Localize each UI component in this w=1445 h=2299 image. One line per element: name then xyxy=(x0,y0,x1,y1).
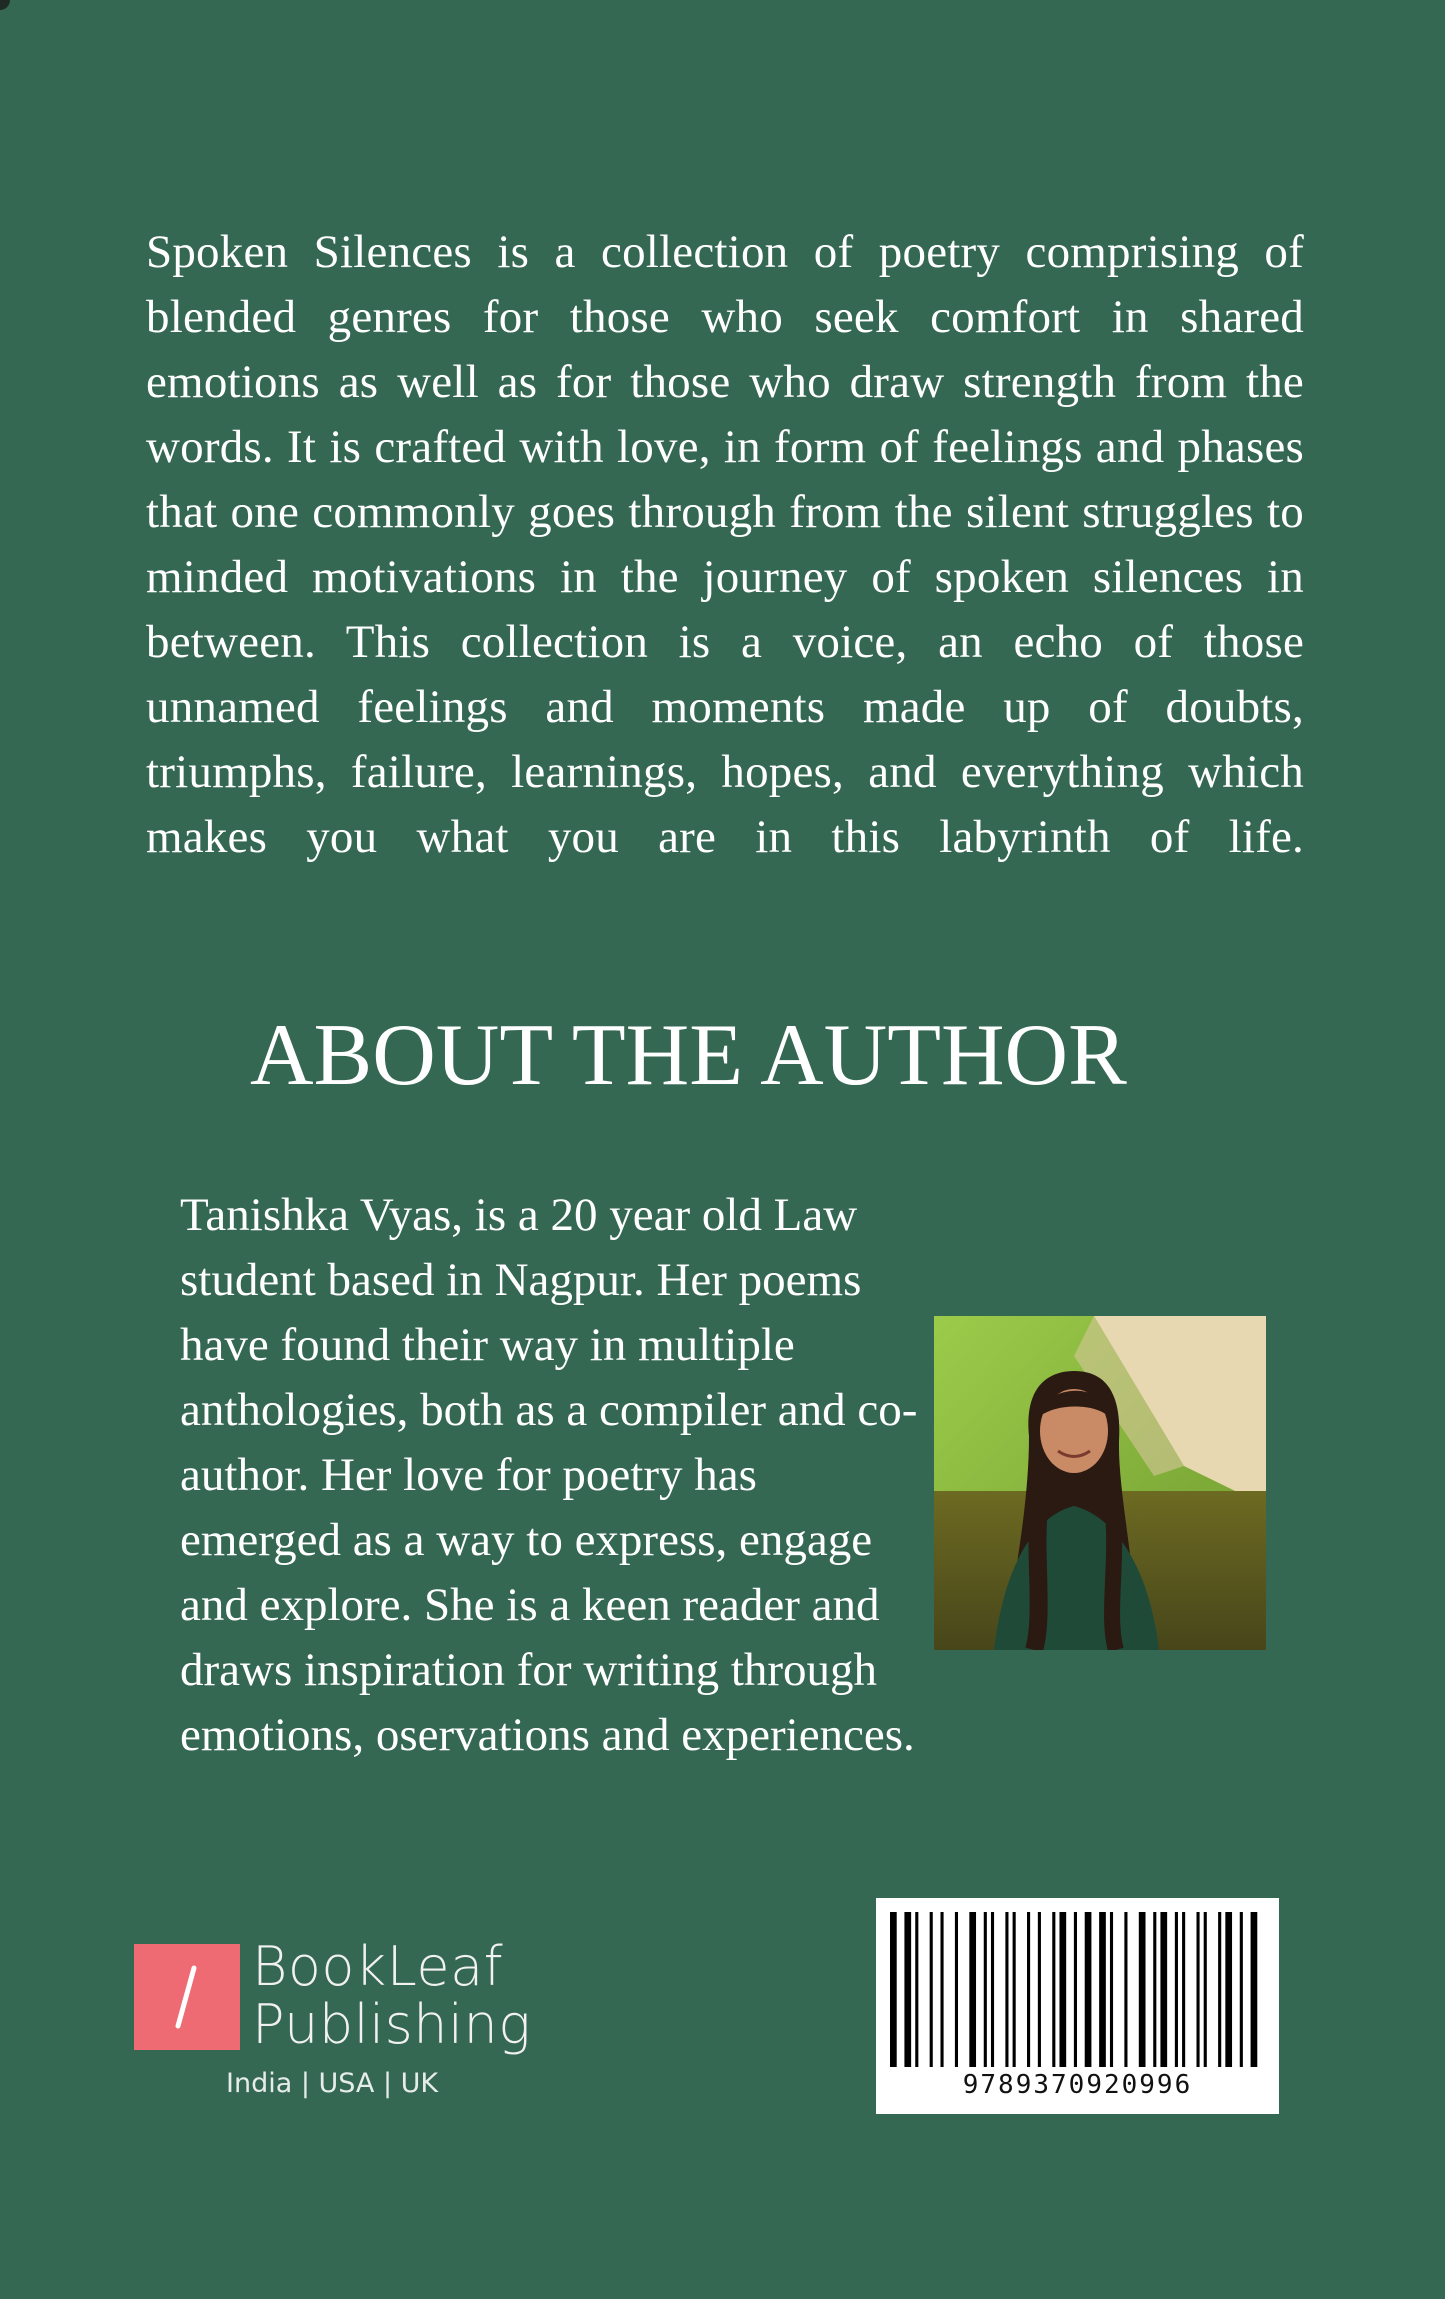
publisher-name-line1: BookLeaf xyxy=(252,1935,504,1998)
about-author-heading: ABOUT THE AUTHOR xyxy=(250,1007,1127,1104)
barcode-bar xyxy=(904,1912,911,2067)
publisher-regions: India | USA | UK xyxy=(226,2068,439,2099)
author-photo xyxy=(934,1316,1266,1650)
publisher-name xyxy=(252,1935,532,2056)
barcode-bar xyxy=(1099,1912,1106,2067)
barcode-bar xyxy=(1110,1912,1113,2067)
author-bio: Tanishka Vyas, is a 20 year old Law student based in Nagpur. Her poems have found their way in multiple anthologies, both as a compiler and co-author. Her love for poetry has emerged as a way to express, engage and explore. She is a keen reader and draws inspiration for writing through emotions, oservations and experiences. xyxy=(180,1189,918,1761)
barcode-bar xyxy=(969,1912,976,2067)
barcode-bar xyxy=(991,1912,994,2067)
barcode-bar xyxy=(1013,1912,1016,2067)
barcode-bar xyxy=(1182,1912,1185,2067)
publisher-name-line2: Publishing xyxy=(252,1993,532,2056)
barcode-bar xyxy=(955,1912,958,2067)
book-blurb: Spoken Silences is a collection of poetry comprising of blended genres for those who seek comfort in shared emotions as well as for those who draw strength from the words. It is crafted with love, in form of feelings and phases that one commonly goes through from the silent struggles to minded motivations in the journey of spoken silences in between. This collection is a voice, an echo of those unnamed feelings and moments made up of doubts, triumphs, failure, learnings, hopes, and everything which makes you what you are in this labyrinth of life. xyxy=(146,226,1304,863)
barcode-bar xyxy=(1059,1912,1066,2067)
barcode-bar xyxy=(1196,1912,1199,2067)
isbn-number: 9789370920996 xyxy=(962,2070,1193,2100)
barcode-bar xyxy=(1175,1912,1178,2067)
barcode-bar xyxy=(930,1912,933,2067)
barcode-bar xyxy=(1085,1912,1092,2067)
barcode-bars xyxy=(890,1912,1265,2067)
barcode-bar xyxy=(1225,1912,1232,2067)
barcode-bar xyxy=(1160,1912,1167,2067)
publisher-block xyxy=(134,1935,534,2108)
barcode-bar xyxy=(1153,1912,1156,2067)
barcode-bar xyxy=(890,1912,897,2067)
barcode-bar xyxy=(940,1912,943,2067)
barcode-bar xyxy=(915,1912,918,2067)
corner-mark xyxy=(0,0,10,10)
barcode-bar xyxy=(1027,1912,1030,2067)
barcode-bar xyxy=(1038,1912,1041,2067)
barcode-bar xyxy=(1204,1912,1207,2067)
barcode-bar xyxy=(1052,1912,1055,2067)
barcode xyxy=(876,1898,1279,2114)
barcode-bar xyxy=(1124,1912,1127,2067)
barcode-bar xyxy=(1251,1912,1258,2067)
barcode-bar xyxy=(1218,1912,1221,2067)
bookleaf-logo-icon xyxy=(134,1944,240,2050)
barcode-bar xyxy=(1139,1912,1146,2067)
barcode-bar xyxy=(1074,1912,1077,2067)
barcode-bar xyxy=(1005,1912,1008,2067)
barcode-bar xyxy=(984,1912,987,2067)
barcode-bar xyxy=(1240,1912,1243,2067)
